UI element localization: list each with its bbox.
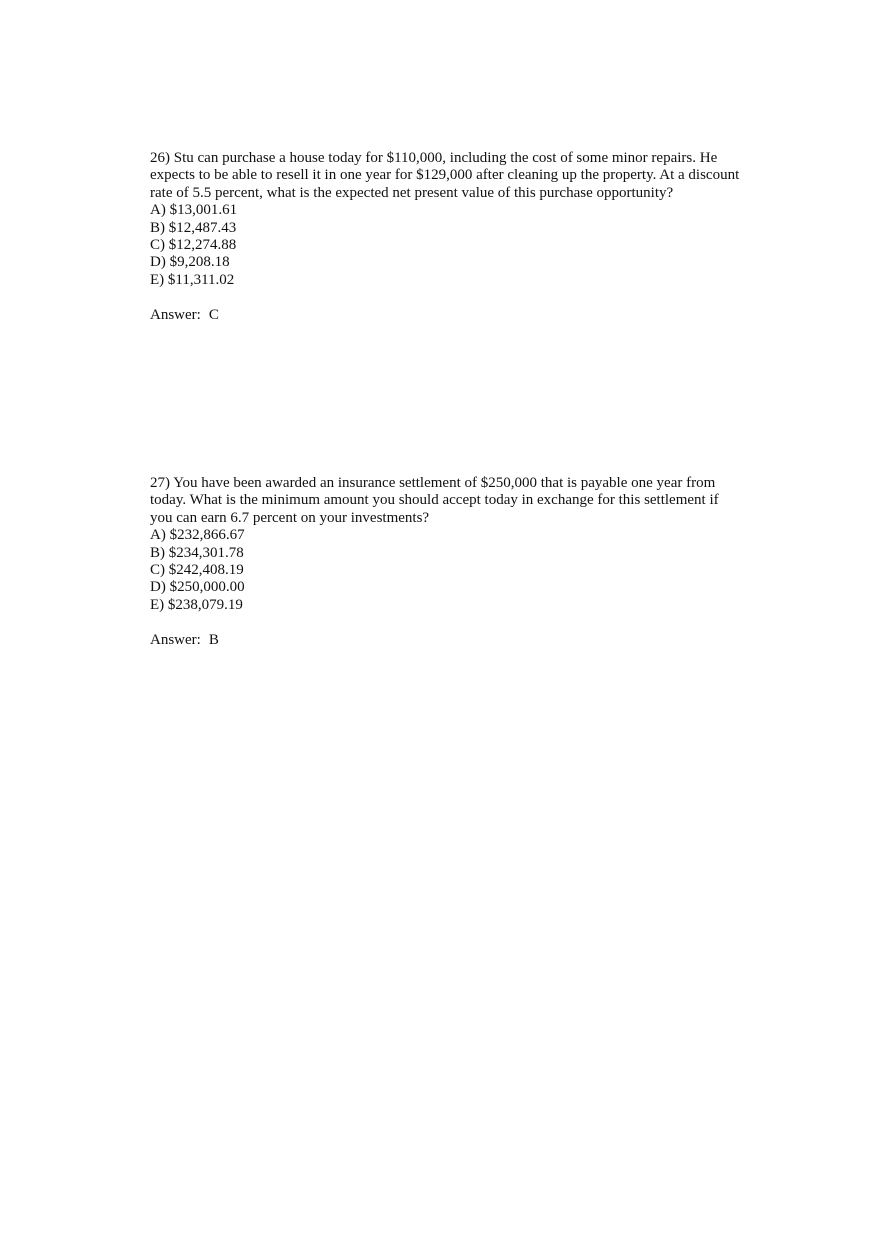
- question-text: Stu can purchase a house today for $110,000, including the cost of some minor repairs. He expects to be able to resell it in one year for $129,000 after cleaning up the property. At a discount rate of 5.5 percent, what is the expected net present value of this purchase opportunity?: [150, 150, 740, 201]
- question-text: You have been awarded an insurance settlement of $250,000 that is payable one year from today. What is the minimum amount you should accept today in exchange for this settlement if you can earn 6.7 percent on your investments?: [150, 475, 719, 526]
- question-26: [150, 150, 740, 324]
- answer-options: [150, 527, 740, 614]
- question-number: 27): [150, 475, 170, 491]
- answer-options: [150, 202, 740, 289]
- option-c: C) $242,408.19: [150, 562, 244, 579]
- option-d: D) $250,000.00: [150, 579, 245, 596]
- option-b: B) $12,487.43: [150, 219, 237, 236]
- answer-label: Answer:: [150, 306, 201, 323]
- question-27: [150, 475, 740, 649]
- answer-value: B: [208, 631, 219, 648]
- answer-value: C: [208, 306, 219, 323]
- question-stem: [150, 150, 740, 202]
- answer-line: [150, 632, 740, 649]
- option-b: B) $234,301.78: [150, 544, 244, 561]
- question-number: 26): [150, 150, 170, 166]
- answer-label: Answer:: [150, 631, 201, 648]
- option-c: C) $12,274.88: [150, 237, 237, 254]
- option-a: A) $13,001.61: [150, 202, 238, 219]
- option-e: E) $238,079.19: [150, 596, 243, 613]
- answer-line: [150, 307, 740, 324]
- question-stem: [150, 475, 740, 527]
- option-e: E) $11,311.02: [150, 271, 235, 288]
- option-d: D) $9,208.18: [150, 254, 230, 271]
- option-a: A) $232,866.67: [150, 527, 245, 544]
